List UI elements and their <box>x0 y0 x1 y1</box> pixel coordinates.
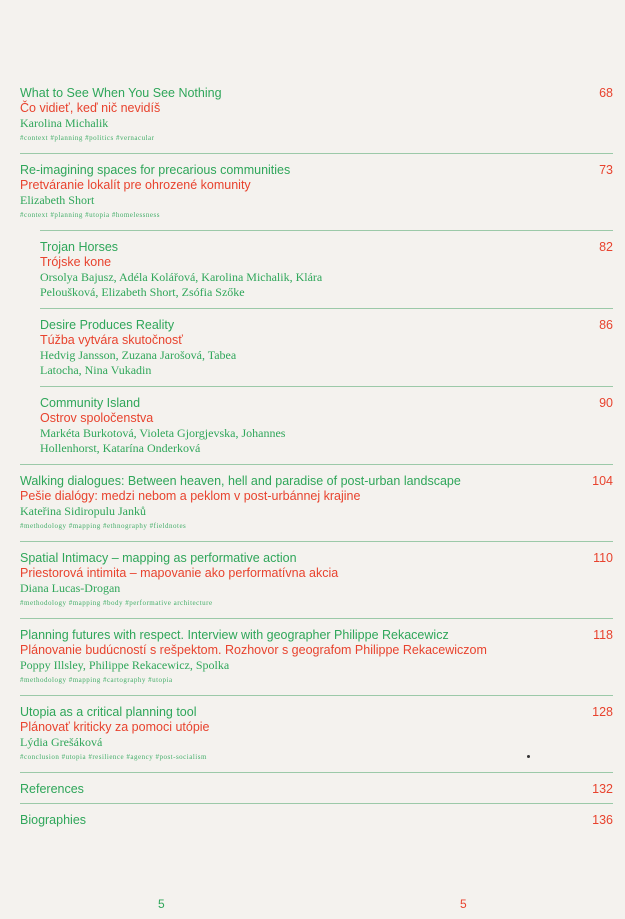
entry-title-en: Community Island <box>40 396 141 410</box>
entry-authors: Kateřina Sidiropulu Janků <box>20 504 146 518</box>
entry-title-sk: Plánovanie budúcností s rešpektom. Rozhovor s geografom Philippe Rekacewiczom <box>20 643 487 657</box>
toc-entry <box>20 474 613 541</box>
toc-subentry <box>40 240 613 308</box>
entry-authors: Orsolya Bajusz, Adéla Kolářová, Karolina Michalik, Klára Peloušková, Elizabeth Short, Zsófia Szőke <box>40 270 323 299</box>
entry-title-en: Utopia as a critical planning tool <box>20 705 197 719</box>
folio-left: 5 <box>158 897 165 911</box>
entry-title-sk: Čo vidieť, keď nič nevidíš <box>20 101 161 115</box>
toc-entry <box>20 551 613 618</box>
entry-title-sk: Priestorová intimita – mapovanie ako performatívna akcia <box>20 566 339 580</box>
entry-title-sk: Plánovať kriticky za pomoci utópie <box>20 720 210 734</box>
entry-page-number: 132 <box>592 782 613 796</box>
entry-tags: #methodology #mapping #ethnography #fieldnotes <box>20 522 187 530</box>
entry-page-number: 73 <box>599 163 613 177</box>
entry-page-number: 68 <box>599 86 613 100</box>
entry-page-number: 82 <box>599 240 613 254</box>
entry-page-number: 118 <box>593 628 613 642</box>
paper-speck <box>527 755 530 758</box>
entry-authors: Markéta Burkotová, Violeta Gjorgjevska, Johannes Hollenhorst, Katarína Onderková <box>40 426 286 455</box>
divider <box>40 230 613 231</box>
entry-title-en: Re-imagining spaces for precarious communities <box>20 163 291 177</box>
divider <box>20 541 613 542</box>
entry-page-number: 136 <box>592 813 613 827</box>
entry-page-number: 90 <box>599 396 613 410</box>
entry-tags: #conclusion #utopia #resilience #agency #post-socialism <box>20 753 207 761</box>
entry-title-sk: Túžba vytvára skutočnosť <box>40 333 183 347</box>
entry-title-en: Desire Produces Reality <box>40 318 175 332</box>
entry-page-number: 104 <box>592 474 613 488</box>
divider <box>20 464 613 465</box>
entry-authors: Karolina Michalik <box>20 116 109 130</box>
divider <box>40 386 613 387</box>
divider <box>20 803 613 804</box>
entry-page-number: 128 <box>592 705 613 719</box>
entry-authors: Lýdia Grešáková <box>20 735 103 749</box>
toc-entry <box>20 705 613 772</box>
entry-title-en: What to See When You See Nothing <box>20 86 222 100</box>
entry-title-sk: Ostrov spoločenstva <box>40 411 154 425</box>
toc-entry <box>20 813 613 836</box>
toc-subentry <box>40 318 613 386</box>
entry-title-sk: Trójske kone <box>40 255 112 269</box>
toc-entry <box>20 628 613 695</box>
folio-right: 5 <box>460 897 467 911</box>
divider <box>20 618 613 619</box>
entry-title-en: Biographies <box>20 813 87 827</box>
entry-authors: Hedvig Jansson, Zuzana Jarošová, Tabea Latocha, Nina Vukadin <box>40 348 237 377</box>
entry-authors: Elizabeth Short <box>20 193 95 207</box>
entry-title-en: Planning futures with respect. Interview with geographer Philippe Rekacewicz <box>20 628 449 642</box>
toc-entry <box>20 782 613 803</box>
entry-tags: #context #planning #utopia #homelessness <box>20 211 160 219</box>
toc-entry <box>20 163 613 230</box>
entry-authors: Poppy Illsley, Philippe Rekacewicz, Spolka <box>20 658 230 672</box>
entry-title-en: References <box>20 782 84 796</box>
entry-tags: #context #planning #politics #vernacular <box>20 134 155 142</box>
entry-tags: #methodology #mapping #cartography #utopia <box>20 676 173 684</box>
toc-entry <box>20 86 613 153</box>
entry-tags: #methodology #mapping #body #performative architecture <box>20 599 213 607</box>
divider <box>40 308 613 309</box>
entry-title-en: Walking dialogues: Between heaven, hell and paradise of post-urban landscape <box>20 474 461 488</box>
entry-title-sk: Pretváranie lokalít pre ohrozené komunity <box>20 178 251 192</box>
divider <box>20 695 613 696</box>
entry-page-number: 110 <box>593 551 613 565</box>
toc-subentry <box>40 396 613 464</box>
entry-authors: Diana Lucas-Drogan <box>20 581 121 595</box>
entry-page-number: 86 <box>599 318 613 332</box>
entry-title-en: Spatial Intimacy – mapping as performative action <box>20 551 297 565</box>
entry-title-sk: Pešie dialógy: medzi nebom a peklom v post-urbánnej krajine <box>20 489 361 503</box>
entry-title-en: Trojan Horses <box>40 240 119 254</box>
divider <box>20 772 613 773</box>
divider <box>20 153 613 154</box>
table-of-contents <box>20 86 613 836</box>
